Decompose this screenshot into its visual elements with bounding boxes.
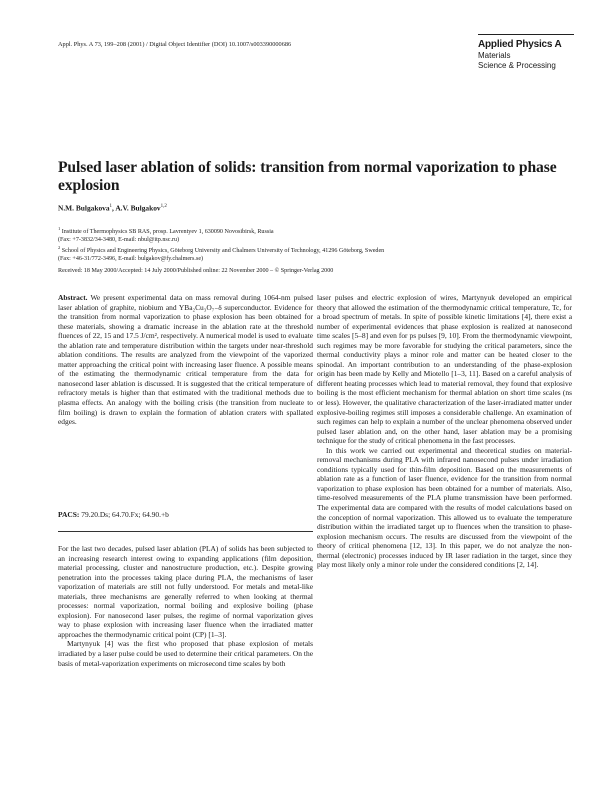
abstract-text: We present experimental data on mass removal during 1064-nm pulsed laser ablation of graphite, niobium and YBa₂Cu₃O₇₋δ superconductor. Evidence for the transition from normal vaporization to phase explosion has been obtained for these materials, showing a dramatic increase in the ablation rate at the threshold fluences of 22, 15 and 17.5 J/cm², respectively. A numerical model is used to evaluate the ablation rate and temperature distribution within the targets under near-threshold ablation conditions. The results are analyzed from the viewpoint of the vaporized matter approaching the critical point with increasing laser fluence. A possible means of the estimating the thermodynamic critical temperature from the data for nanosecond laser ablation is discussed. It is suggested that the critical temperature of refractory metals is higher than that estimated with the traditional methods due to plasma effects. An analogy with the boiling crisis (the transition from nucleate to film boiling) is drawn to explain the formation of ablation craters with spallated edges. — [58, 293, 313, 427]
received-dates: Received: 18 May 2000/Accepted: 14 July 2000/Published online: 22 November 2000 – © Springer-Verlag 2000 — [58, 268, 334, 274]
pacs-codes — [58, 510, 313, 520]
affiliation-1 — [58, 225, 578, 236]
affiliation-2-contact: (Fax: +46-31/772-3496, E-mail: bulgakov@fy.chalmers.se) — [58, 256, 204, 263]
abstract-label: Abstract. — [58, 293, 88, 302]
affiliation-1-mark: 1 — [58, 226, 61, 231]
journal-subtitle-1: Materials — [478, 51, 511, 60]
author-2: A.V. Bulgakov — [115, 203, 161, 213]
abstract — [58, 293, 313, 427]
author-1-affiliation-mark: 1 — [109, 204, 113, 209]
pacs-label: PACS: — [58, 510, 80, 519]
body-left-column — [58, 544, 313, 668]
author-separator: , — [112, 203, 116, 213]
body-paragraph: laser pulses and electric explosion of wires, Martynyuk developed an empirical theory that allowed the estimation of the thermodynamic critical temperature, Tc, for a broad spectrum of metals. In spite of possible kinetic limitations [4], there exist a number of experimental evidences that phase explosion is realized at nanosecond time scales [5–8] and even for ps pulses [9, 10]. From the thermodynamic viewpoint, such regimes may be more favorable for studying the critical parameters, since the thermal conductivity plays a minor role and matter can be heated closer to the spinodal. An important contribution to an understanding of the phase-explosion origin has been made by Kelly and Miotello [1–3, 11]. Based on a careful analysis of different heating processes which lead to material removal, they found that explosive boiling is the most efficient mechanism for thermal ablation on short time scales (ns or less). However, the qualitative characterization of the laser-irradiated matter under explosive-boiling regimes still imposes a considerable challenge. An examination of such regimes can help to explain a number of the unclear phenomena observed under pulsed laser ablation and, on the other hand, laser ablation may be a promising technique for the study of critical phenomena in the fast processes. — [317, 293, 572, 446]
paper-title: Pulsed laser ablation of solids: transition from normal vaporization to phase explosion — [58, 159, 557, 194]
pacs-text: 79.20.Ds; 64.70.Fx; 64.90.+b — [81, 510, 169, 519]
affiliation-2-address: School of Physics and Engineering Physics, Göteborg University and Chalmers University of Technology, 41296 Göteborg, Sweden — [61, 248, 385, 255]
affiliation-1-contact: (Fax: +7-3832/34-3480, E-mail: nbul@itp.nsc.ru) — [58, 237, 180, 244]
author-2-affiliation-mark: 1,2 — [160, 204, 167, 209]
abstract-divider — [58, 531, 313, 532]
author-1: N.M. Bulgakova — [58, 203, 110, 213]
body-right-column — [317, 293, 572, 570]
journal-subtitle-2: Science & Processing — [478, 61, 556, 70]
citation-line: Appl. Phys. A 73, 199–208 (2001) / Digital Object Identifier (DOI) 10.1007/s003390000686 — [58, 41, 292, 48]
body-paragraph: In this work we carried out experimental and theoretical studies on material-removal mechanisms during PLA with infrared nanosecond pulses under irradiation conditions typically used for thin-film deposition. Based on the measurements of ablation rate as a function of laser fluence, evidence for the transition from normal vaporization to phase explosion has been obtained for a number of materials. Also, time-resolved measurements of the PLA plume transmission have been performed. The experimental data are compared with the results of model calculations based on the conception of normal vaporization. This allowed us to evaluate the temperature distribution within the irradiated target up to fluences when the transition to phase-explosion mechanism occurs. The results are discussed from the viewpoint of the theory of critical phenomena [12, 13]. In this paper, we do not analyze the non-thermal (electronic) processes induced by IR laser radiation in the target, since they play most likely only a minor role under the considered conditions [2, 14]. — [317, 445, 572, 570]
body-paragraph: For the last two decades, pulsed laser ablation (PLA) of solids has been subjected to an increasing research interest owing to expanding applications (film deposition, material processing, cluster and nanostructure production, etc.). Despite growing penetration into the processes taking place during PLA, the mechanisms of laser vaporization of materials are still not fully understood. For metals and metal-like materials, three mechanisms are generally referred to when looking at thermal processes: normal vaporization, normal boiling and explosive boiling (phase explosion). For nanosecond laser pulses, the regime of normal vaporization gives way to phase explosion with increasing laser fluence when the irradiated matter approaches the thermodynamic critical point (CP) [1–3]. — [58, 544, 313, 639]
author-list — [58, 202, 558, 213]
affiliation-1-address: Institute of Thermophysics SB RAS, prosp. Lavrentyev 1, 630090 Novosibirsk, Russia — [61, 229, 274, 236]
affiliation-2 — [58, 244, 578, 255]
journal-name: Applied Physics A — [478, 39, 562, 50]
body-paragraph: Martynyuk [4] was the first who proposed that phase explosion of metals irradiated by a laser pulse could be used to determine their critical parameters. On the basis of metal-vaporization experiments on microsecond time scales by both — [58, 639, 313, 668]
journal-logo — [478, 34, 574, 71]
affiliation-2-mark: 2 — [58, 245, 61, 251]
affiliations — [58, 225, 578, 263]
